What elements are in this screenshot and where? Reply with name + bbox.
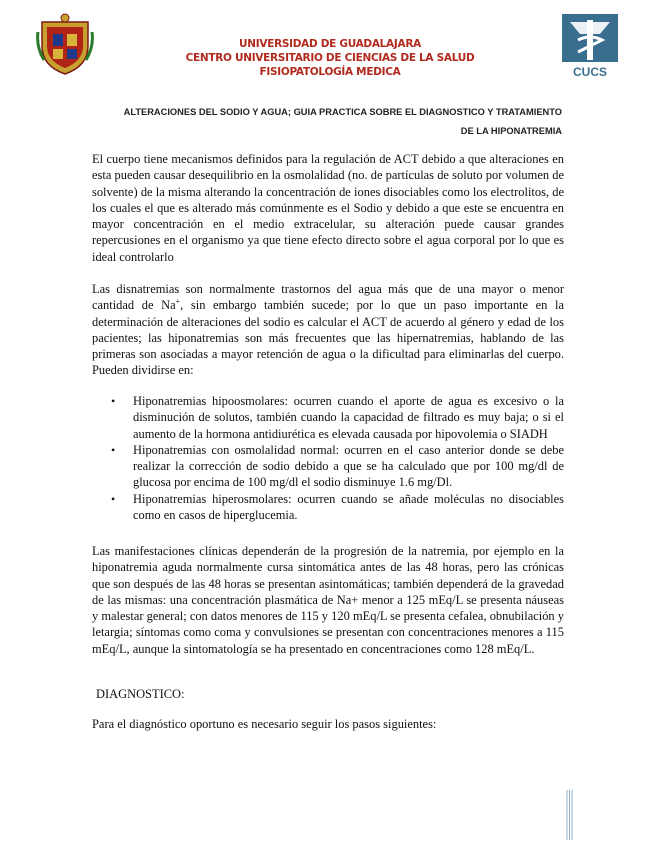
paragraph-manifestaciones: Las manifestaciones clínicas dependerán de la progresión de la natremia, por ejemplo en la hiponatremia aguda normalmente cursa sintomática antes de las 48 horas, pero las crónicas que son después de las 48 horas se presentan asintomáticas; también dependerá de la gravedad de las mismas: una concentración plasmática de Na+ menor a 125 mEq/L se presenta náuseas y malestar general; con datos menores de 115 y 120 mEq/L se presenta cefalea, obnubilación y letargia; síntomas como coma y convulsiones se presentan con concentraciones menores a 115 mEq/L, aunque la sintomatología se ha presentado en concentraciones como 128 mEq/L. (92, 544, 564, 656)
header-center: CENTRO UNIVERSITARIO DE CIENCIAS DE LA SALUD (185, 51, 475, 65)
section-heading-diagnostico: DIAGNOSTICO: (96, 687, 185, 701)
document-title-line2: DE LA HIPONATREMIA (460, 126, 562, 136)
list-item-hipoosmolares: • Hiponatremias hipoosmolares: ocurren cuando el aporte de agua es excesivo o la disminución de solutos, también cuando la capacidad de filtrado es muy baja; o si el aumento de la hormona antidiurética es elevada causada por hipovolemia o SIADH (92, 393, 564, 442)
paragraph-diagnostico-intro: Para el diagnóstico oportuno es necesario seguir los pasos siguientes: (92, 717, 437, 731)
sodium-superscript: + (175, 297, 181, 307)
list-item-hiperosmolares: • Hiponatremias hiperosmolares: ocurren cuando se añade moléculas no disociables como en casos de hiperglucemia. (92, 491, 564, 524)
paragraph-disnatremias-part2: , sin embargo también sucede; por lo que un paso importante en la determinación de alteraciones del sodio es calcular el ACT de acuerdo al género y edad de los pacientes; las hiponatremias son más frecuentes que las hipernatremias, hablando de las primeras son asociadas a mayor retención de agua o la dificultad para eliminarlas del cuerpo. Pueden dividirse en: (92, 298, 565, 378)
university-crest-logo (36, 12, 94, 76)
cucs-logo-text: CUCS (572, 65, 608, 79)
hyponatremia-types-list (92, 393, 564, 523)
cucs-logo (560, 12, 620, 80)
header-course: FISIOPATOLOGÍA MEDICA (259, 65, 401, 79)
paragraph-disnatremias (92, 281, 564, 379)
page-corner-lines (566, 790, 574, 840)
document-title-line1: ALTERACIONES DEL SODIO Y AGUA; GUIA PRACTICA SOBRE EL DIAGNOSTICO Y TRATAMIENTO (123, 107, 562, 117)
header-university: UNIVERSIDAD DE GUADALAJARA (239, 37, 421, 51)
paragraph-intro: El cuerpo tiene mecanismos definidos para la regulación de ACT debido a que alteraciones en esta pueden causar desequilibrio en la osmolalidad (no. de partículas de soluto por volumen de solvente) de la misma alterando la concentración de iones disociables como los electrolitos, de los cuales el que es alterado más comúnmente es el Sodio y debido a que este se encuentra en mayor concentración en el medio extracelular, su alteración puede causar grandes repercusiones en el organismo ya que tiene efecto directo sobre el agua corporal por lo que es ideal controlarlo (92, 152, 564, 264)
list-item-osmolalidad-normal: • Hiponatremias con osmolalidad normal: ocurren en el caso anterior donde se debe realizar la corrección de sodio debido a que se ha calculado que por 100 mg/dl de glucosa por encima de 100 mg/dl el sodio disminuye 1.6 mg/Dl. (92, 442, 564, 491)
paragraph-disnatremias-part1: Las disnatremias son normalmente trastornos del agua más que de una mayor o menor cantidad de Na (92, 282, 564, 313)
